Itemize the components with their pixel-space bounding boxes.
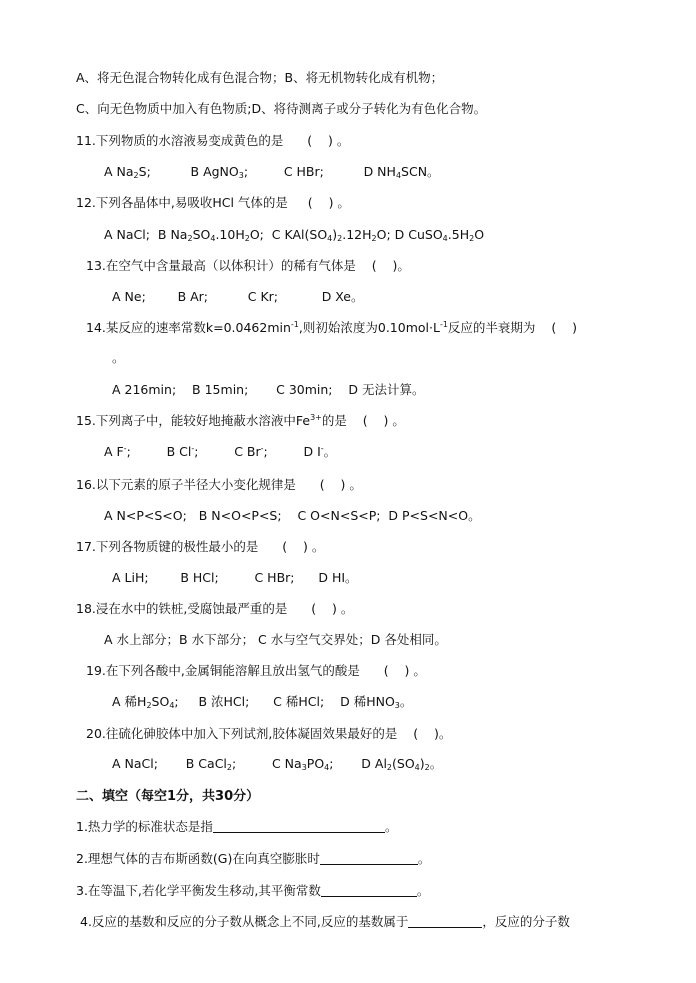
text-segment: A 水上部分；B 水下部分； C 水与空气交界处；D 各处相同。 [104,632,447,647]
text-segment: 。 [429,756,443,771]
text-segment: 2 [146,701,152,710]
text-segment: 2 [469,234,475,243]
text-segment: 11.下列物质的水溶液易变成黄色的是 ( ) 。 [76,133,350,148]
text-line [104,444,336,460]
text-segment: - [320,444,324,453]
text-segment: ,则初始浓度为0.10mol·L [298,320,440,335]
text-segment: (SO [392,756,415,771]
text-segment: 4 [327,234,333,243]
text-line [76,601,353,617]
text-line [76,413,405,429]
text-line [104,164,440,180]
text-line [76,477,362,493]
text-segment: 13.在空气中含量最高（以体积计）的稀有气体是 ( )。 [86,258,410,273]
text-segment: 2 [337,234,343,243]
text-segment: 2 [386,763,393,772]
text-segment: 。 [399,694,413,709]
text-segment: 14.某反应的速率常数k=0.0462min [86,320,291,335]
text-segment: 2 [371,234,377,243]
text-line [112,570,358,586]
text-segment: 。 [417,851,431,866]
answer-blank [320,852,418,865]
text-segment: 2 [424,763,430,772]
answer-blank [213,820,385,833]
text-segment: ，反应的分子数 [482,914,570,929]
text-line [76,133,349,149]
text-segment: 。 [416,883,430,898]
text-segment: 3 [301,763,307,772]
text-segment: 的是 ( ) 。 [321,413,405,428]
text-segment: ; B 浓HCl; C 稀HCl; D 稀HNO [174,694,395,709]
text-line [112,382,425,398]
text-line [76,539,324,555]
text-segment: A、将无色混合物转化成有色混合物；B、将无机物转化成有机物； [76,70,444,85]
text-segment: 19.在下列各酸中,金属铜能溶解且放出氢气的酸是 ( ) 。 [86,663,426,678]
text-segment: - [260,444,264,453]
text-line [86,320,577,336]
text-segment: ) [419,756,425,771]
text-line [76,819,397,835]
text-segment: A LiH; B HCl; C HBr; D HI。 [112,570,358,585]
text-segment: 2.理想气体的吉布斯函数(G)在向真空膨胀时 [76,851,320,866]
text-segment: 3 [238,171,244,180]
text-segment: 15.下列离子中，能较好地掩蔽水溶液中Fe [76,413,311,428]
text-line [86,663,426,679]
text-segment: A 稀H [112,694,147,709]
text-segment: A F [104,444,124,459]
text-segment: 4.反应的基数和反应的分子数从概念上不同,反应的基数属于 [80,914,409,929]
text-segment: A NaCl; B Na [104,227,188,242]
text-segment: O; C KAl(SO [249,227,328,242]
text-segment: 2 [244,234,250,243]
text-segment: 4 [442,234,448,243]
text-segment: - [191,444,195,453]
text-segment: 4 [169,701,175,710]
text-segment: ; D I [263,444,321,459]
text-line [112,289,364,305]
text-segment: A 216min; B 15min; C 30min; D 无法计算。 [112,382,425,397]
text-segment: 20.往硫化砷胶体中加入下列试剂,胶体凝固效果最好的是 ( )。 [86,726,452,741]
text-segment: A Na [104,164,134,179]
text-segment: O [474,227,485,242]
text-segment: 二、填空（每空1分，共30分） [76,789,260,804]
text-segment: 3 [394,701,400,710]
text-segment: .10H [215,227,245,242]
text-segment: 16.以下元素的原子半径大小变化规律是 ( ) 。 [76,477,362,492]
text-line [86,726,451,742]
text-line [104,508,481,524]
text-segment: S; B AgNO [138,164,239,179]
text-segment: 3+ [310,413,322,422]
text-segment: SO [151,694,170,709]
text-segment: 。 [384,819,398,834]
text-segment: C、向无色物质中加入有色物质;D、将待测离子或分子转化为有色化合物。 [76,101,487,116]
text-segment: ; C Na [232,756,302,771]
text-segment: PO [306,756,325,771]
text-segment: -1 [439,320,448,329]
text-segment: 2 [133,171,139,180]
text-segment: -1 [290,320,299,329]
text-segment: ; C HBr; D NH [243,164,396,179]
text-segment: 2 [226,763,232,772]
text-segment: .5H [447,227,470,242]
text-segment: 反应的半衰期为 ( ) [447,320,577,335]
text-segment: 17.下列各物质键的极性最小的是 ( ) 。 [76,539,325,554]
answer-blank [321,884,417,897]
text-line [104,632,447,648]
text-segment: ; B Cl [126,444,192,459]
text-segment: A N<P<S<O; B N<O<P<S; C O<N<S<P; D P<S<N<O。 [104,508,481,523]
text-segment: 。 [323,444,337,459]
text-segment: .12H [342,227,372,242]
text-segment: 4 [210,234,216,243]
text-segment: 4 [414,763,420,772]
text-line [112,756,442,772]
text-segment: 。 [112,350,125,365]
text-segment: SCN。 [401,164,440,179]
text-line [76,195,350,211]
text-line [76,883,429,899]
text-segment: 18.浸在水中的铁桩,受腐蚀最严重的是 ( ) 。 [76,601,354,616]
text-segment: O; D CuSO [376,227,443,242]
text-segment: A Ne; B Ar; C Kr; D Xe。 [112,289,364,304]
text-segment: 1.热力学的标准状态是指 [76,819,213,834]
text-line [80,914,570,930]
text-segment: A NaCl; B CaCl [112,756,227,771]
text-line [76,851,430,867]
text-segment: - [123,444,127,453]
text-line [86,258,410,274]
text-segment: 2 [187,234,193,243]
answer-blank [408,915,482,928]
text-line [104,227,484,243]
text-segment: SO [192,227,211,242]
text-line [112,694,412,710]
text-segment: ) [332,227,338,242]
text-segment: ; D Al [329,756,387,771]
text-line [76,101,486,117]
text-line [76,70,443,86]
section-heading [76,789,259,805]
text-segment: 4 [395,171,402,180]
text-segment: 12.下列各晶体中,易吸收HCl 气体的是 ( ) 。 [76,195,350,210]
text-line [112,350,125,366]
text-segment: 3.在等温下,若化学平衡发生移动,其平衡常数 [76,883,321,898]
text-segment: 4 [324,763,330,772]
text-segment: ; C Br [194,444,261,459]
